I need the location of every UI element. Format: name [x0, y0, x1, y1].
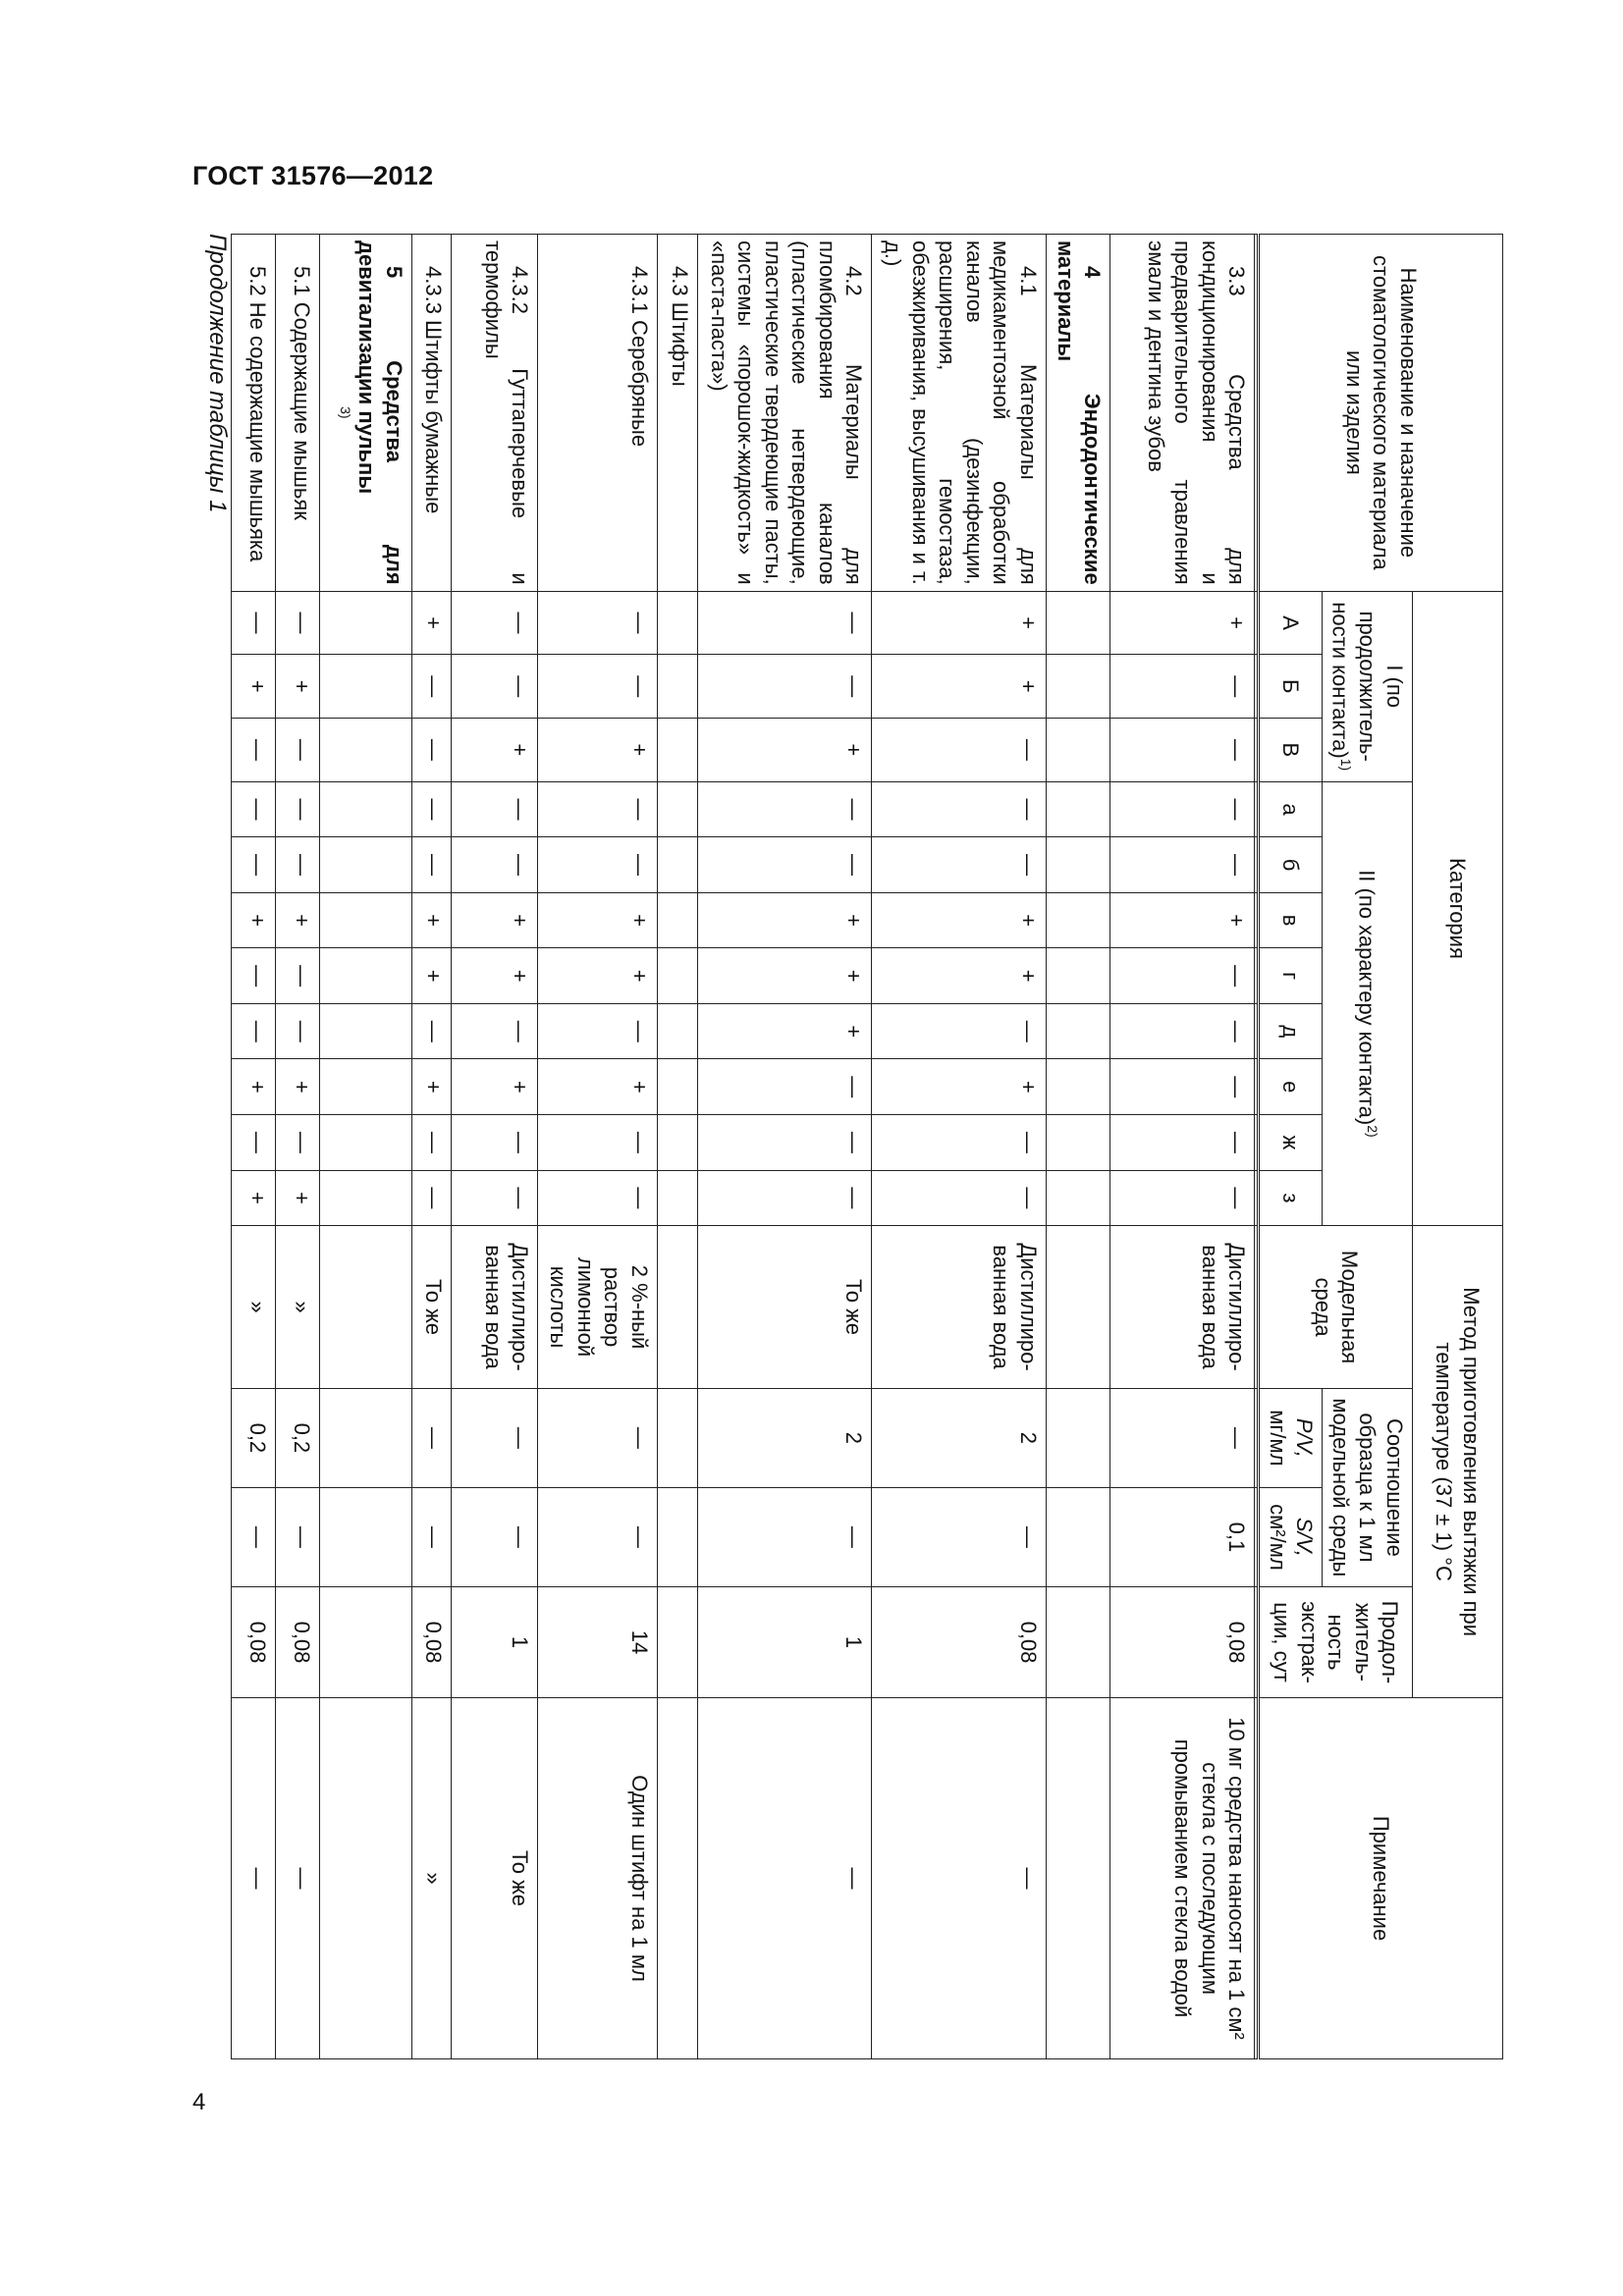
- cell-sv: —: [872, 1487, 1047, 1586]
- cell-cat-II: +: [232, 892, 276, 948]
- cell-cat-II: +: [276, 892, 320, 948]
- cell-pv: 2: [872, 1388, 1047, 1487]
- cell-cat-II: —: [872, 1003, 1047, 1059]
- cell-cat-II: +: [452, 892, 538, 948]
- cell-cat-II: [657, 837, 697, 893]
- cell-cat-II: —: [697, 1170, 872, 1226]
- header-II-col: д: [1259, 1003, 1323, 1059]
- cell-note: —: [276, 1698, 320, 2059]
- cell-cat-II: [319, 1003, 411, 1059]
- cell-material-name: 3.3 Средства для кондиционирования и предварительного травления эмали и дентина зубов: [1110, 235, 1255, 592]
- cell-cat-II: —: [232, 1115, 276, 1171]
- cell-sv: —: [276, 1487, 320, 1586]
- cell-material-name: 5 Средства для девитализации пульпы $^{3)}$: [319, 235, 411, 592]
- header-method: Метод приготовления вытяжки при температуре (37 ± 1) °С: [1413, 1226, 1503, 1698]
- cell-material-name: 4.1 Материалы для медикаментозной обработки каналов (дезинфекции, расширения, гемостаза, обезжиривания, высушивания и т. д.): [872, 235, 1047, 592]
- cell-cat-I: —: [276, 719, 320, 782]
- cell-sv: [319, 1487, 411, 1586]
- cell-cat-II: —: [411, 837, 452, 893]
- cell-cat-II: +: [697, 948, 872, 1004]
- cell-cat-I: —: [411, 719, 452, 782]
- cell-cat-II: —: [872, 1115, 1047, 1171]
- cell-cat-II: —: [697, 837, 872, 893]
- cell-cat-II: —: [452, 1170, 538, 1226]
- cell-note: »: [411, 1698, 452, 2059]
- cell-cat-II: +: [697, 1003, 872, 1059]
- cell-cat-II: [1046, 1115, 1109, 1171]
- header-I-col: Б: [1259, 655, 1323, 719]
- header-sv: S/V, см²/мл: [1259, 1487, 1323, 1586]
- cell-duration: 0,08: [411, 1586, 452, 1697]
- cell-cat-II: +: [538, 892, 657, 948]
- cell-cat-II: +: [276, 1059, 320, 1115]
- cell-cat-II: —: [1110, 837, 1255, 893]
- cell-cat-II: [657, 1003, 697, 1059]
- cell-cat-I: +: [872, 655, 1047, 719]
- cell-cat-I: —: [452, 655, 538, 719]
- header-II-col: б: [1259, 837, 1323, 893]
- cell-note: —: [872, 1698, 1047, 2059]
- header-II-col: е: [1259, 1059, 1323, 1115]
- cell-note: Один штифт на 1 мл: [538, 1698, 657, 2059]
- page-number: 4: [192, 2089, 206, 2115]
- materials-table: [231, 234, 1503, 2059]
- cell-cat-I: +: [411, 591, 452, 655]
- cell-cat-II: —: [452, 837, 538, 893]
- cell-duration: [319, 1586, 411, 1697]
- cell-cat-II: —: [697, 1115, 872, 1171]
- header-I-col: В: [1259, 719, 1323, 782]
- cell-cat-II: +: [452, 948, 538, 1004]
- cell-cat-II: —: [276, 781, 320, 837]
- cell-note: —: [697, 1698, 872, 2059]
- cell-cat-II: —: [538, 1170, 657, 1226]
- header-medium: Модельная среда: [1259, 1226, 1413, 1389]
- cell-cat-II: [1046, 948, 1109, 1004]
- cell-cat-I: —: [1110, 719, 1255, 782]
- cell-cat-I: —: [452, 591, 538, 655]
- cell-cat-II: —: [1110, 1170, 1255, 1226]
- cell-cat-I: —: [697, 591, 872, 655]
- cell-cat-II: [1046, 1059, 1109, 1115]
- cell-cat-II: [319, 1115, 411, 1171]
- cell-pv: 0,2: [232, 1388, 276, 1487]
- cell-duration: [1046, 1586, 1109, 1697]
- cell-cat-II: [657, 1115, 697, 1171]
- cell-duration: 0,08: [232, 1586, 276, 1697]
- cell-pv: —: [1110, 1388, 1255, 1487]
- rotated-table-block: [191, 234, 1503, 2059]
- cell-duration: 1: [697, 1586, 872, 1697]
- cell-material-name: 4.3.2 Гуттаперчевые и термофилы: [452, 235, 538, 592]
- cell-medium: »: [276, 1226, 320, 1389]
- cell-cat-I: [319, 655, 411, 719]
- table-row: [872, 235, 1047, 2059]
- cell-pv: —: [452, 1388, 538, 1487]
- cell-cat-II: +: [232, 1170, 276, 1226]
- cell-cat-II: [319, 948, 411, 1004]
- cell-cat-II: [657, 892, 697, 948]
- cell-cat-II: —: [872, 781, 1047, 837]
- table-row: [1046, 235, 1109, 2059]
- cell-cat-II: —: [232, 837, 276, 893]
- cell-cat-II: [319, 1059, 411, 1115]
- cell-sv: —: [411, 1487, 452, 1586]
- cell-duration: 0,08: [872, 1586, 1047, 1697]
- cell-pv: 2: [697, 1388, 872, 1487]
- cell-cat-I: —: [697, 655, 872, 719]
- cell-medium: Дистиллиро-ванная вода: [872, 1226, 1047, 1389]
- table-row: [538, 235, 657, 2059]
- cell-sv: 0,1: [1110, 1487, 1255, 1586]
- header-II-col: г: [1259, 948, 1323, 1004]
- cell-cat-II: —: [1110, 1115, 1255, 1171]
- cell-note: 10 мг средства наносят на 1 см² стекла с последующим промыванием стекла водой: [1110, 1698, 1255, 2059]
- cell-cat-II: —: [276, 1003, 320, 1059]
- cell-cat-II: —: [538, 1003, 657, 1059]
- header-cat-I: I (по продолжитель-ности контакта)$^{1)}$: [1323, 591, 1413, 781]
- cell-cat-II: [1046, 1003, 1109, 1059]
- table-row: [657, 235, 697, 2059]
- cell-material-name: 4 Эндодонтические материалы: [1046, 235, 1109, 592]
- cell-medium: [1046, 1226, 1109, 1389]
- table-caption: Продолжение таблицы 1: [204, 234, 231, 513]
- cell-cat-II: +: [538, 948, 657, 1004]
- cell-cat-II: —: [411, 1115, 452, 1171]
- cell-note: [657, 1698, 697, 2059]
- cell-material-name: 5.2 Не содержащие мышьяка: [232, 235, 276, 592]
- cell-cat-II: —: [1110, 781, 1255, 837]
- cell-duration: 1: [452, 1586, 538, 1697]
- cell-cat-I: [1046, 719, 1109, 782]
- cell-medium: [657, 1226, 697, 1389]
- cell-cat-I: +: [538, 719, 657, 782]
- table-row: [319, 235, 411, 2059]
- cell-material-name: 4.3.1 Серебряные: [538, 235, 657, 592]
- cell-note: То же: [452, 1698, 538, 2059]
- cell-sv: [1046, 1487, 1109, 1586]
- cell-cat-II: —: [411, 1003, 452, 1059]
- cell-cat-I: [657, 591, 697, 655]
- cell-cat-II: —: [872, 837, 1047, 893]
- header-pv: P/V, мг/мл: [1259, 1388, 1323, 1487]
- cell-medium: То же: [697, 1226, 872, 1389]
- cell-note: —: [232, 1698, 276, 2059]
- cell-note: [319, 1698, 411, 2059]
- cell-cat-II: +: [411, 948, 452, 1004]
- table-row: [1110, 235, 1255, 2059]
- cell-cat-I: —: [276, 591, 320, 655]
- cell-pv: —: [411, 1388, 452, 1487]
- header-II-col: в: [1259, 892, 1323, 948]
- cell-cat-II: +: [538, 1059, 657, 1115]
- cell-cat-II: +: [1110, 892, 1255, 948]
- cell-cat-II: —: [538, 1115, 657, 1171]
- cell-medium: [319, 1226, 411, 1389]
- cell-cat-I: —: [538, 591, 657, 655]
- cell-cat-II: +: [452, 1059, 538, 1115]
- cell-cat-I: [1046, 591, 1109, 655]
- cell-cat-II: —: [232, 781, 276, 837]
- cell-cat-II: +: [697, 892, 872, 948]
- cell-cat-II: —: [697, 781, 872, 837]
- cell-cat-II: —: [452, 781, 538, 837]
- cell-cat-II: [1046, 781, 1109, 837]
- cell-cat-II: —: [452, 1003, 538, 1059]
- cell-medium: »: [232, 1226, 276, 1389]
- cell-medium: Дистиллиро-ванная вода: [452, 1226, 538, 1389]
- header-II-col: з: [1259, 1170, 1323, 1226]
- cell-cat-I: [319, 719, 411, 782]
- cell-material-name: 4.2 Материалы для пломбирования каналов (пластические нетвердеющие, пластические твердеющие пасты, системы «порошок-жидкость» и «паста-паста»): [697, 235, 872, 592]
- document-title: ГОСТ 31576—2012: [192, 161, 434, 190]
- header-note: Примечание: [1259, 1698, 1503, 2059]
- cell-duration: 0,08: [276, 1586, 320, 1697]
- header-II-col: а: [1259, 781, 1323, 837]
- cell-cat-II: +: [872, 1059, 1047, 1115]
- cell-cat-II: —: [1110, 1003, 1255, 1059]
- table-row: [276, 235, 320, 2059]
- cell-cat-II: [319, 1170, 411, 1226]
- header-cat-II: II (по характеру контакта)$^{2)}$: [1323, 781, 1413, 1226]
- cell-cat-I: [319, 591, 411, 655]
- cell-sv: —: [538, 1487, 657, 1586]
- cell-cat-II: [1046, 892, 1109, 948]
- cell-cat-II: [319, 892, 411, 948]
- cell-cat-II: [319, 837, 411, 893]
- cell-cat-II: +: [872, 948, 1047, 1004]
- cell-cat-II: [319, 781, 411, 837]
- cell-cat-II: —: [232, 948, 276, 1004]
- cell-medium: 2 %-ный раствор лимонной кислоты: [538, 1226, 657, 1389]
- cell-cat-II: —: [232, 1003, 276, 1059]
- cell-cat-II: —: [411, 1170, 452, 1226]
- cell-material-name: 4.3.3 Штифты бумажные: [411, 235, 452, 592]
- cell-cat-I: [657, 719, 697, 782]
- cell-cat-II: [657, 781, 697, 837]
- cell-cat-I: +: [872, 591, 1047, 655]
- cell-cat-I: +: [1110, 591, 1255, 655]
- cell-cat-II: —: [276, 1115, 320, 1171]
- cell-cat-II: —: [452, 1115, 538, 1171]
- table-row: [452, 235, 538, 2059]
- cell-cat-II: [657, 1059, 697, 1115]
- cell-cat-II: +: [276, 1170, 320, 1226]
- cell-cat-I: +: [452, 719, 538, 782]
- header-ratio: Соотношение образца к 1 мл модельной среды: [1323, 1388, 1413, 1586]
- cell-cat-II: —: [538, 781, 657, 837]
- cell-duration: [657, 1586, 697, 1697]
- cell-cat-II: —: [1110, 1059, 1255, 1115]
- cell-cat-I: —: [872, 719, 1047, 782]
- cell-material-name: 4.3 Штифты: [657, 235, 697, 592]
- cell-medium: Дистиллиро-ванная вода: [1110, 1226, 1255, 1389]
- cell-cat-I: —: [1110, 655, 1255, 719]
- header-separator: [1255, 235, 1259, 2059]
- cell-cat-II: [1046, 837, 1109, 893]
- cell-duration: 14: [538, 1586, 657, 1697]
- cell-sv: —: [452, 1487, 538, 1586]
- cell-cat-II: —: [411, 781, 452, 837]
- cell-cat-II: —: [872, 1170, 1047, 1226]
- cell-medium: То же: [411, 1226, 452, 1389]
- cell-cat-II: —: [697, 1059, 872, 1115]
- cell-cat-I: [1046, 655, 1109, 719]
- cell-cat-II: —: [1110, 948, 1255, 1004]
- cell-cat-I: —: [232, 591, 276, 655]
- cell-pv: [1046, 1388, 1109, 1487]
- cell-cat-I: +: [232, 655, 276, 719]
- table-row: [411, 235, 452, 2059]
- cell-cat-II: —: [276, 948, 320, 1004]
- cell-cat-II: +: [872, 892, 1047, 948]
- cell-cat-II: [1046, 1170, 1109, 1226]
- cell-pv: —: [538, 1388, 657, 1487]
- cell-pv: 0,2: [276, 1388, 320, 1487]
- header-I-col: А: [1259, 591, 1323, 655]
- header-duration: Продол-житель-ность экстрак-ции, сут: [1259, 1586, 1413, 1697]
- cell-cat-I: —: [538, 655, 657, 719]
- cell-cat-I: +: [276, 655, 320, 719]
- cell-cat-II: [657, 948, 697, 1004]
- cell-cat-I: [657, 655, 697, 719]
- cell-cat-II: —: [276, 837, 320, 893]
- cell-pv: [657, 1388, 697, 1487]
- cell-cat-I: +: [697, 719, 872, 782]
- header-name: Наименование и назначение стоматологического материала или изделия: [1259, 235, 1503, 592]
- cell-pv: [319, 1388, 411, 1487]
- cell-sv: [657, 1487, 697, 1586]
- cell-cat-I: —: [411, 655, 452, 719]
- cell-cat-II: [657, 1170, 697, 1226]
- table-row: [697, 235, 872, 2059]
- cell-cat-II: +: [411, 892, 452, 948]
- cell-material-name: 5.1 Содержащие мышьяк: [276, 235, 320, 592]
- header-category: Категория: [1413, 591, 1503, 1225]
- cell-cat-II: +: [411, 1059, 452, 1115]
- cell-duration: 0,08: [1110, 1586, 1255, 1697]
- cell-note: [1046, 1698, 1109, 2059]
- cell-cat-II: +: [232, 1059, 276, 1115]
- cell-cat-II: —: [538, 837, 657, 893]
- table-row: [232, 235, 276, 2059]
- cell-sv: —: [232, 1487, 276, 1586]
- header-II-col: ж: [1259, 1115, 1323, 1171]
- cell-sv: —: [697, 1487, 872, 1586]
- cell-cat-I: —: [232, 719, 276, 782]
